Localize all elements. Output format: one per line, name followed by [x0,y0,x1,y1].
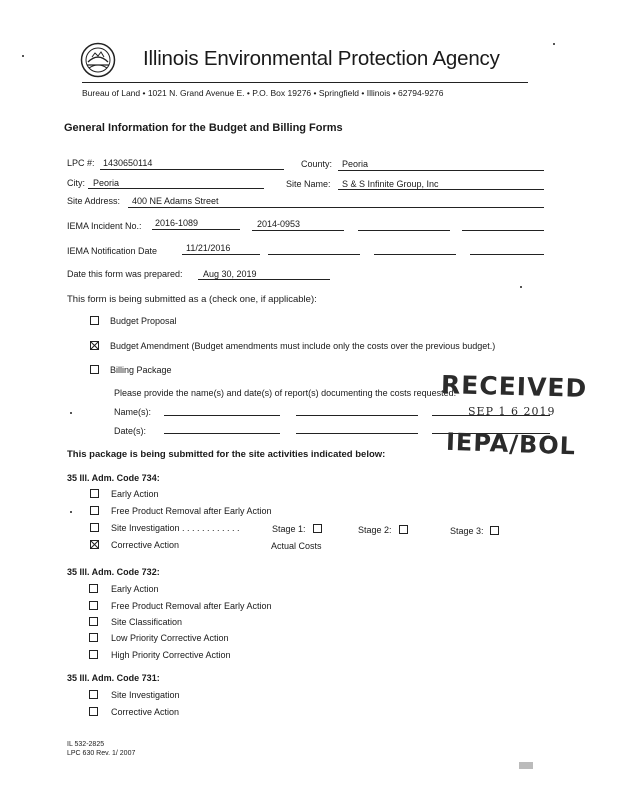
scan-speck [553,43,555,45]
budget-proposal-checkbox[interactable] [90,316,99,325]
734-free-product-checkbox[interactable] [90,506,99,515]
county-label: County: [301,159,333,169]
iema-notification-4-underline [470,254,544,255]
agency-address: Bureau of Land • 1021 N. Grand Avenue E. • P.O. Box 19276 • Springfield • Illinois • 62794-9276 [82,88,444,98]
731-site-investigation-checkbox[interactable] [89,690,98,699]
header-rule [82,82,528,83]
site-address-value[interactable]: 400 NE Adams Street [132,196,219,206]
732-high-priority-label: High Priority Corrective Action [111,650,231,660]
732-free-product-checkbox[interactable] [89,601,98,610]
form-number: IL 532-2825 [67,741,105,748]
site-name-label: Site Name: [286,179,331,189]
received-date-stamp: SEP 1 6 2019 [468,405,556,418]
prepared-label: Date this form was prepared: [67,269,183,279]
734-site-investigation-label: Site Investigation . . . . . . . . . . . . [111,523,240,533]
county-underline [338,170,544,171]
734-corrective-action-label: Corrective Action [111,540,180,550]
submission-heading: This form is being submitted as a (check one, if applicable): [67,294,317,305]
names-underline-2 [296,415,418,416]
732-high-priority-checkbox[interactable] [89,650,98,659]
dates-underline-1 [164,433,280,434]
iema-incident-3-underline [358,230,450,231]
scan-speck [520,286,522,288]
agency-logo [80,42,116,78]
lpc-underline [100,169,284,170]
iema-incident-1[interactable]: 2016-1089 [155,218,199,228]
732-early-action-label: Early Action [111,584,159,594]
734-free-product-label: Free Product Removal after Early Action [111,506,272,516]
code732-heading: 35 Ill. Adm. Code 732: [67,567,160,577]
stage1-label: Stage 1: [272,524,306,534]
stage3-checkbox[interactable] [490,526,499,535]
scan-speck [70,511,72,513]
billing-package-checkbox[interactable] [90,365,99,374]
731-corrective-action-checkbox[interactable] [89,707,98,716]
billing-instruction: Please provide the name(s) and date(s) of report(s) documenting the costs requested: [114,388,457,398]
site-address-underline [128,207,544,208]
734-early-action-checkbox[interactable] [90,489,99,498]
site-name-underline [338,189,544,190]
iema-notification-label: IEMA Notification Date [67,246,158,256]
dates-label: Date(s): [114,426,147,436]
stage2-label: Stage 2: [358,525,392,535]
code734-heading: 35 Ill. Adm. Code 734: [67,473,160,483]
form-title: General Information for the Budget and Billing Forms [64,122,343,134]
received-stamp: RECEIVED [440,370,588,403]
form-revision: LPC 630 Rev. 1/ 2007 [67,750,136,757]
732-low-priority-label: Low Priority Corrective Action [111,633,229,643]
budget-amendment-label: Budget Amendment (Budget amendments must include only the costs over the previous budget.) [110,341,496,351]
activities-heading: This package is being submitted for the site activities indicated below: [67,449,386,460]
732-early-action-checkbox[interactable] [89,584,98,593]
lpc-value[interactable]: 1430650114 [103,158,153,168]
scan-mark [519,762,533,769]
scan-speck [70,412,72,414]
iema-incident-2[interactable]: 2014-0953 [257,219,301,229]
734-early-action-label: Early Action [111,489,159,499]
stage3-label: Stage 3: [450,526,484,536]
732-site-classification-checkbox[interactable] [89,617,98,626]
received-office-stamp: IEPA/BOL [445,427,577,461]
prepared-underline [198,279,330,280]
names-label: Name(s): [114,407,152,417]
iema-incident-1-underline [152,229,240,230]
actual-costs-label: Actual Costs [271,541,322,551]
iema-incident-4-underline [462,230,544,231]
iema-incident-2-underline [252,230,344,231]
site-address-label: Site Address: [67,196,121,206]
iepa-seal-icon [80,42,116,78]
city-underline [88,188,264,189]
731-corrective-action-label: Corrective Action [111,707,180,717]
732-free-product-label: Free Product Removal after Early Action [111,601,272,611]
731-site-investigation-label: Site Investigation [111,690,180,700]
iema-notification-2-underline [268,254,360,255]
scan-speck [22,55,24,57]
734-corrective-action-checkbox[interactable] [90,540,99,549]
names-underline-1 [164,415,280,416]
city-value[interactable]: Peoria [93,178,120,188]
732-site-classification-label: Site Classification [111,617,183,627]
prepared-value[interactable]: Aug 30, 2019 [203,269,257,279]
lpc-label: LPC #: [67,158,95,168]
county-value[interactable]: Peoria [342,159,369,169]
site-name-value[interactable]: S & S Infinite Group, Inc [342,179,439,189]
city-label: City: [67,178,85,188]
iema-notification-underline [182,254,260,255]
billing-package-label: Billing Package [110,365,172,375]
iema-incident-label: IEMA Incident No.: [67,221,142,231]
agency-name: Illinois Environmental Protection Agency [143,47,500,70]
code731-heading: 35 Ill. Adm. Code 731: [67,673,160,683]
732-low-priority-checkbox[interactable] [89,633,98,642]
budget-amendment-checkbox[interactable] [90,341,99,350]
iema-notification-value[interactable]: 11/21/2016 [186,243,231,253]
734-site-investigation-checkbox[interactable] [90,523,99,532]
iema-notification-3-underline [374,254,456,255]
budget-proposal-label: Budget Proposal [110,316,177,326]
stage1-checkbox[interactable] [313,524,322,533]
dates-underline-2 [296,433,418,434]
stage2-checkbox[interactable] [399,525,408,534]
